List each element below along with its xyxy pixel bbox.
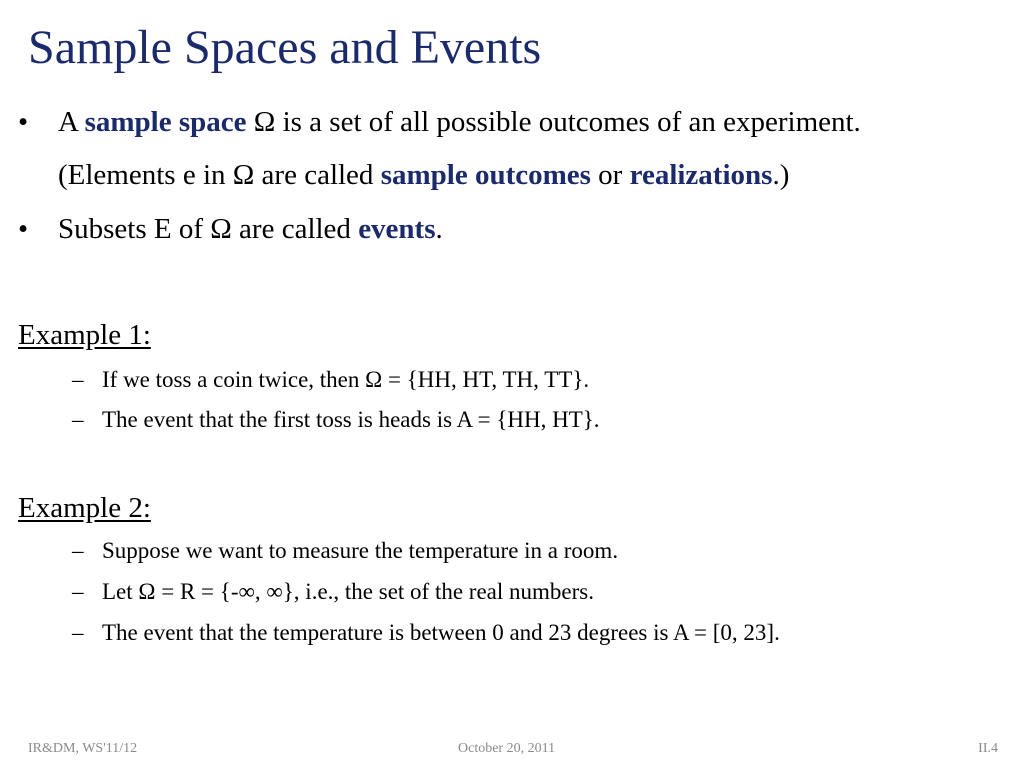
bullet-dot-icon: • xyxy=(18,106,29,138)
text-segment: (Elements e in Ω are called xyxy=(58,159,381,191)
dash-icon: – xyxy=(72,579,84,604)
footer-slide-number: II.4 xyxy=(978,741,998,756)
text-segment: .) xyxy=(772,159,790,191)
bullet-text xyxy=(58,157,789,193)
term-sample-space: sample space xyxy=(84,106,247,138)
footer-date: October 20, 2011 xyxy=(458,741,556,756)
footer-course: IR&DM, WS'11/12 xyxy=(28,741,138,756)
term-realizations: realizations xyxy=(629,159,773,191)
text-segment: or xyxy=(590,159,630,191)
text-segment: A xyxy=(58,106,85,138)
dash-icon: – xyxy=(72,367,84,392)
slide-title: Sample Spaces and Events xyxy=(28,21,542,74)
example-2-heading: Example 2: xyxy=(18,492,151,524)
example-1-heading: Example 1: xyxy=(18,319,151,351)
example-item-text: Let Ω = R = {-∞, ∞}, i.e., the set of the real numbers. xyxy=(102,579,594,604)
bullet-text xyxy=(58,104,861,140)
text-segment: Ω is a set of all possible outcomes of an experiment. xyxy=(246,106,861,138)
bullet-dot-icon: • xyxy=(18,213,29,245)
bullet-text xyxy=(58,211,443,247)
text-segment: . xyxy=(435,213,443,245)
example-item-text: The event that the temperature is between 0 and 23 degrees is A = [0, 23]. xyxy=(102,620,780,645)
term-events: events xyxy=(358,213,436,245)
dash-icon: – xyxy=(72,620,84,645)
example-item-text: The event that the first toss is heads is A = {HH, HT}. xyxy=(102,407,600,432)
term-sample-outcomes: sample outcomes xyxy=(380,159,591,191)
example-item-text: If we toss a coin twice, then Ω = {HH, HT, TH, TT}. xyxy=(102,367,590,392)
dash-icon: – xyxy=(72,407,84,432)
dash-icon: – xyxy=(72,538,84,563)
text-segment: Subsets E of Ω are called xyxy=(58,213,359,245)
example-item-text: Suppose we want to measure the temperature in a room. xyxy=(102,538,619,563)
